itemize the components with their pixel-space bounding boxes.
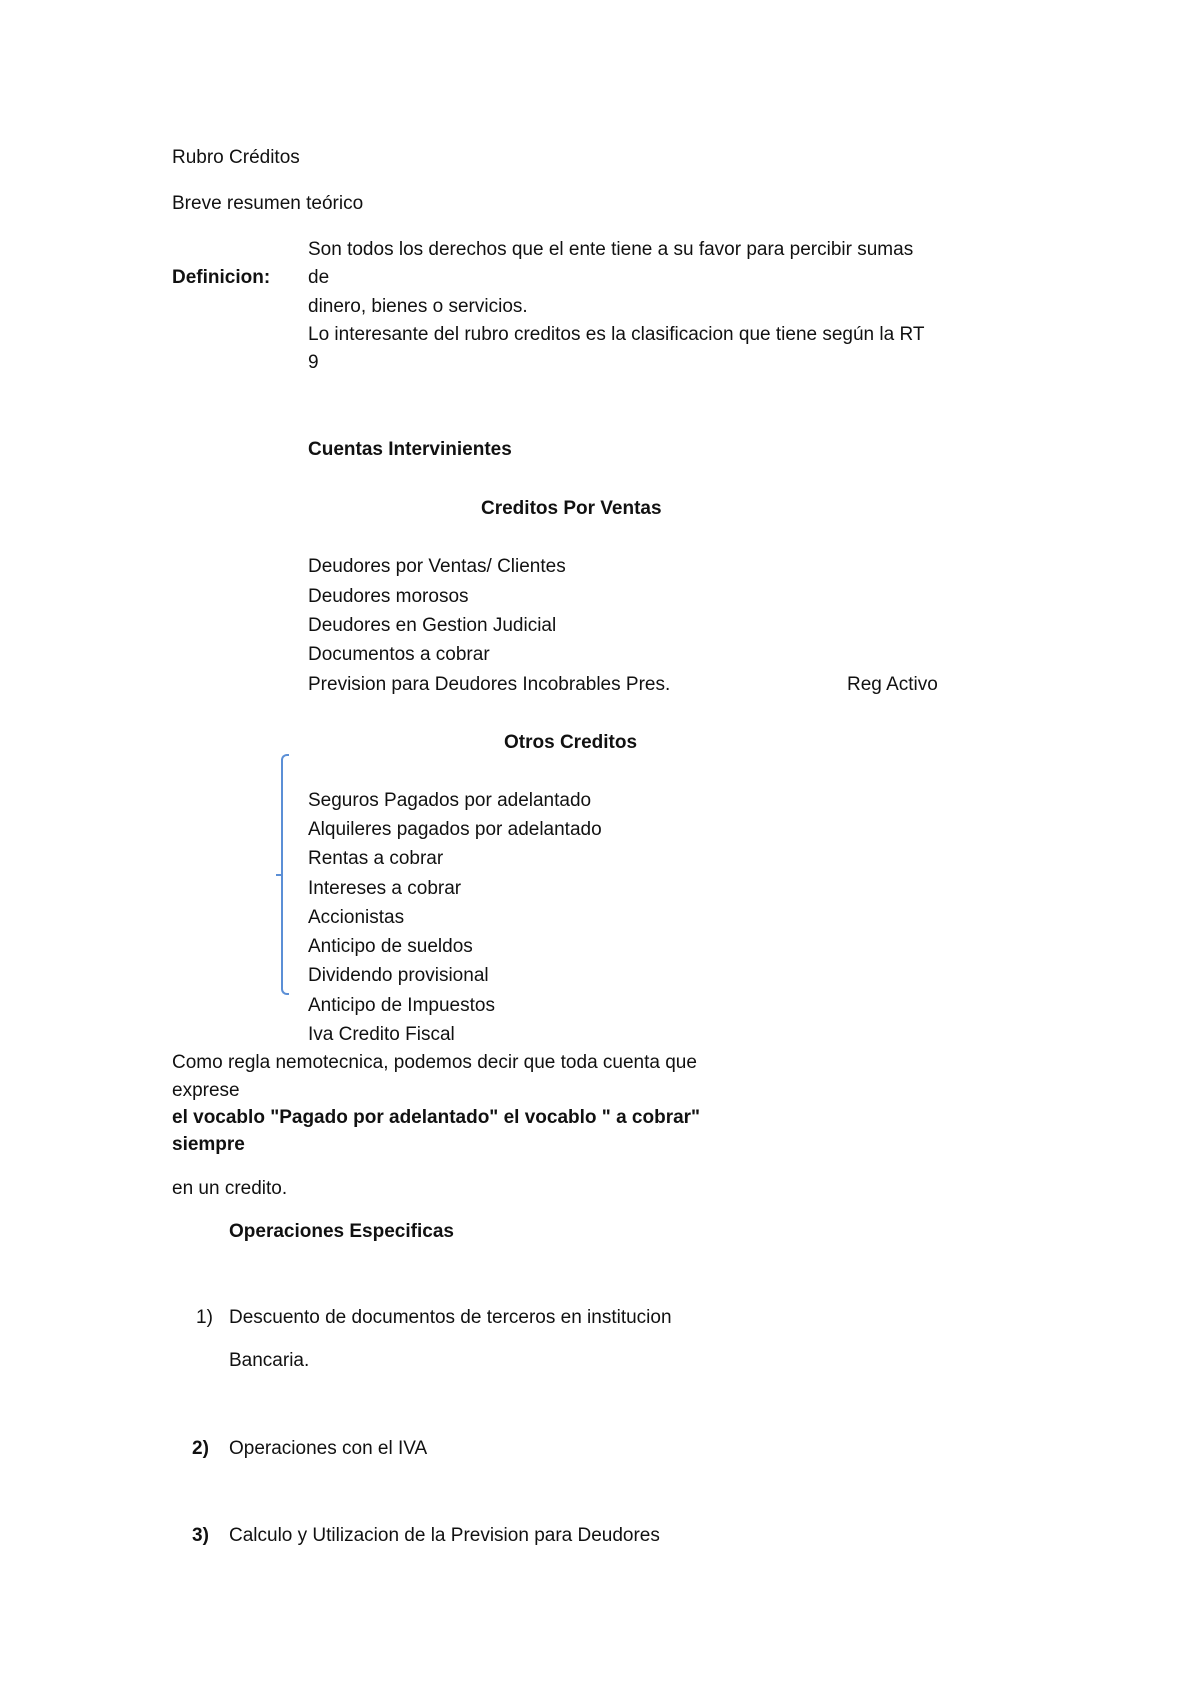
creditos-ventas-item: Deudores por Ventas/ Clientes — [308, 556, 566, 577]
operacion-text: Descuento de documentos de terceros en institucion — [229, 1307, 672, 1328]
brace-bracket — [281, 754, 289, 995]
creditos-ventas-item: Documentos a cobrar — [308, 644, 490, 665]
definition-line: 9 — [308, 352, 319, 373]
operacion-number: 2) — [192, 1438, 209, 1459]
definition-line: de — [308, 267, 330, 288]
otros-creditos-item: Accionistas — [308, 907, 405, 928]
regla-line: en un credito. — [172, 1178, 288, 1199]
cuentas-heading: Cuentas Intervinientes — [308, 439, 512, 460]
otros-creditos-item: Intereses a cobrar — [308, 878, 462, 899]
definition-line: Son todos los derechos que el ente tiene a su favor para percibir sumas — [308, 239, 914, 260]
definition-line: dinero, bienes o servicios. — [308, 296, 528, 317]
creditos-ventas-heading: Creditos Por Ventas — [481, 498, 662, 519]
operacion-number: 1) — [196, 1307, 213, 1328]
operacion-text-cont: Bancaria. — [229, 1350, 310, 1371]
otros-creditos-item: Dividendo provisional — [308, 965, 489, 986]
otros-creditos-item: Rentas a cobrar — [308, 848, 444, 869]
regla-line: Como regla nemotecnica, podemos decir que toda cuenta que — [172, 1052, 697, 1073]
creditos-ventas-item: Deudores en Gestion Judicial — [308, 615, 557, 636]
reg-activo-label: Reg Activo — [847, 674, 938, 695]
operacion-text: Operaciones con el IVA — [229, 1438, 428, 1459]
otros-creditos-item: Seguros Pagados por adelantado — [308, 790, 592, 811]
doc-subtitle: Breve resumen teórico — [172, 193, 364, 214]
otros-creditos-item: Alquileres pagados por adelantado — [308, 819, 602, 840]
otros-creditos-item: Anticipo de Impuestos — [308, 995, 495, 1016]
regla-line: exprese — [172, 1080, 240, 1101]
operaciones-heading: Operaciones Especificas — [229, 1221, 454, 1242]
otros-creditos-item: Iva Credito Fiscal — [308, 1024, 455, 1045]
creditos-ventas-item: Prevision para Deudores Incobrables Pres. — [308, 674, 671, 695]
operacion-text: Calculo y Utilizacion de la Prevision para Deudores — [229, 1525, 660, 1546]
doc-title: Rubro Créditos — [172, 147, 300, 168]
regla-line-bold: siempre — [172, 1134, 245, 1155]
creditos-ventas-item: Deudores morosos — [308, 586, 469, 607]
otros-creditos-item: Anticipo de sueldos — [308, 936, 473, 957]
brace-bracket-tick — [276, 874, 282, 876]
definition-label: Definicion: — [172, 267, 271, 288]
operacion-number: 3) — [192, 1525, 209, 1546]
otros-creditos-heading: Otros Creditos — [504, 732, 638, 753]
definition-line: Lo interesante del rubro creditos es la clasificacion que tiene según la RT — [308, 324, 925, 345]
regla-line-bold: el vocablo "Pagado por adelantado" el vocablo " a cobrar" — [172, 1107, 701, 1128]
